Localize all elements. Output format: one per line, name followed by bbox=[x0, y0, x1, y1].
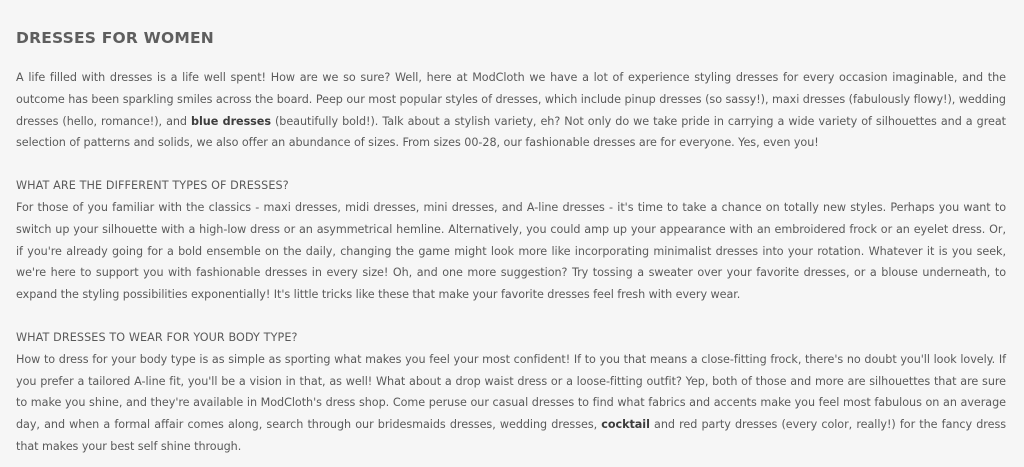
blue-dresses-link[interactable]: blue dresses bbox=[191, 114, 271, 128]
body-type-text-part1: How to dress for your body type is as simple as sporting what makes you feel your most confident! If to you that means a close-fitting frock, there's no doubt you'll look lovely. If you prefer a tailored A-line fit, you'll be a vision in that, as well! What about a drop waist dress or a loose-fitting outfit? Yep, both of those and more are silhouettes that are sure to make you shine, and they're available in ModCloth's dress shop. Come peruse our casual dresses to find what fabrics and accents make you feel most fabulous on an average day, and when a formal affair comes along, search through our bridesmaids dresses, wedding dresses, bbox=[16, 352, 1006, 432]
section-dress-types bbox=[16, 175, 1006, 306]
page-title: DRESSES FOR WOMEN bbox=[16, 29, 214, 47]
intro-text-part1: A life filled with dresses is a life well spent! How are we so sure? Well, here at ModCloth we have a lot of experience styling dresses for every occasion imaginable, and the outcome has been sparkling smiles across the board. Peep our most popular styles of dresses, which include pinup dresses (so sassy!), maxi dresses (fabulously flowy!), wedding dresses (hello, romance!), and bbox=[16, 71, 1006, 128]
section-body-dress-types: For those of you familiar with the classics - maxi dresses, midi dresses, mini dresses, and A-line dresses - it's time to take a chance on totally new styles. Perhaps you want to switch up your silhouette with a high-low dress or an asymmetrical hemline. Alternatively, you could amp up your appearance with an embroidered frock or an eyelet dress. Or, if you're already going for a bold ensemble on the daily, changing the game might look more like incorporating minimalist dresses into your rotation. Whatever it is you seek, we're here to support you with fashionable dresses in every size! Oh, and one more suggestion? Try tossing a sweater over your favorite dresses, or a blouse underneath, to expand the styling possibilities exponentially! It's little tricks like these that make your favorite dresses feel fresh with every wear. bbox=[16, 200, 1006, 302]
body-type-text-part2: and red party dresses (every color, really!) for the fancy dress that makes your best self shine through. bbox=[16, 418, 1007, 453]
section-heading-dress-types: WHAT ARE THE DIFFERENT TYPES OF DRESSES? bbox=[16, 179, 289, 193]
section-heading-body-type: WHAT DRESSES TO WEAR FOR YOUR BODY TYPE? bbox=[16, 330, 298, 344]
section-body-body-type bbox=[16, 349, 1006, 458]
intro-paragraph bbox=[16, 67, 1006, 154]
cocktail-link[interactable]: cocktail bbox=[601, 418, 650, 432]
section-body-type bbox=[16, 327, 1006, 458]
intro-text-part2: (beautifully bold!). Talk about a stylish variety, eh? Not only do we take pride in carrying a wide variety of silhouettes and a great selection of patterns and solids, we also offer an abundance of sizes. From sizes 00-28, our fashionable dresses are for everyone. Yes, even you! bbox=[16, 114, 1006, 150]
seo-content-block bbox=[16, 28, 1006, 458]
